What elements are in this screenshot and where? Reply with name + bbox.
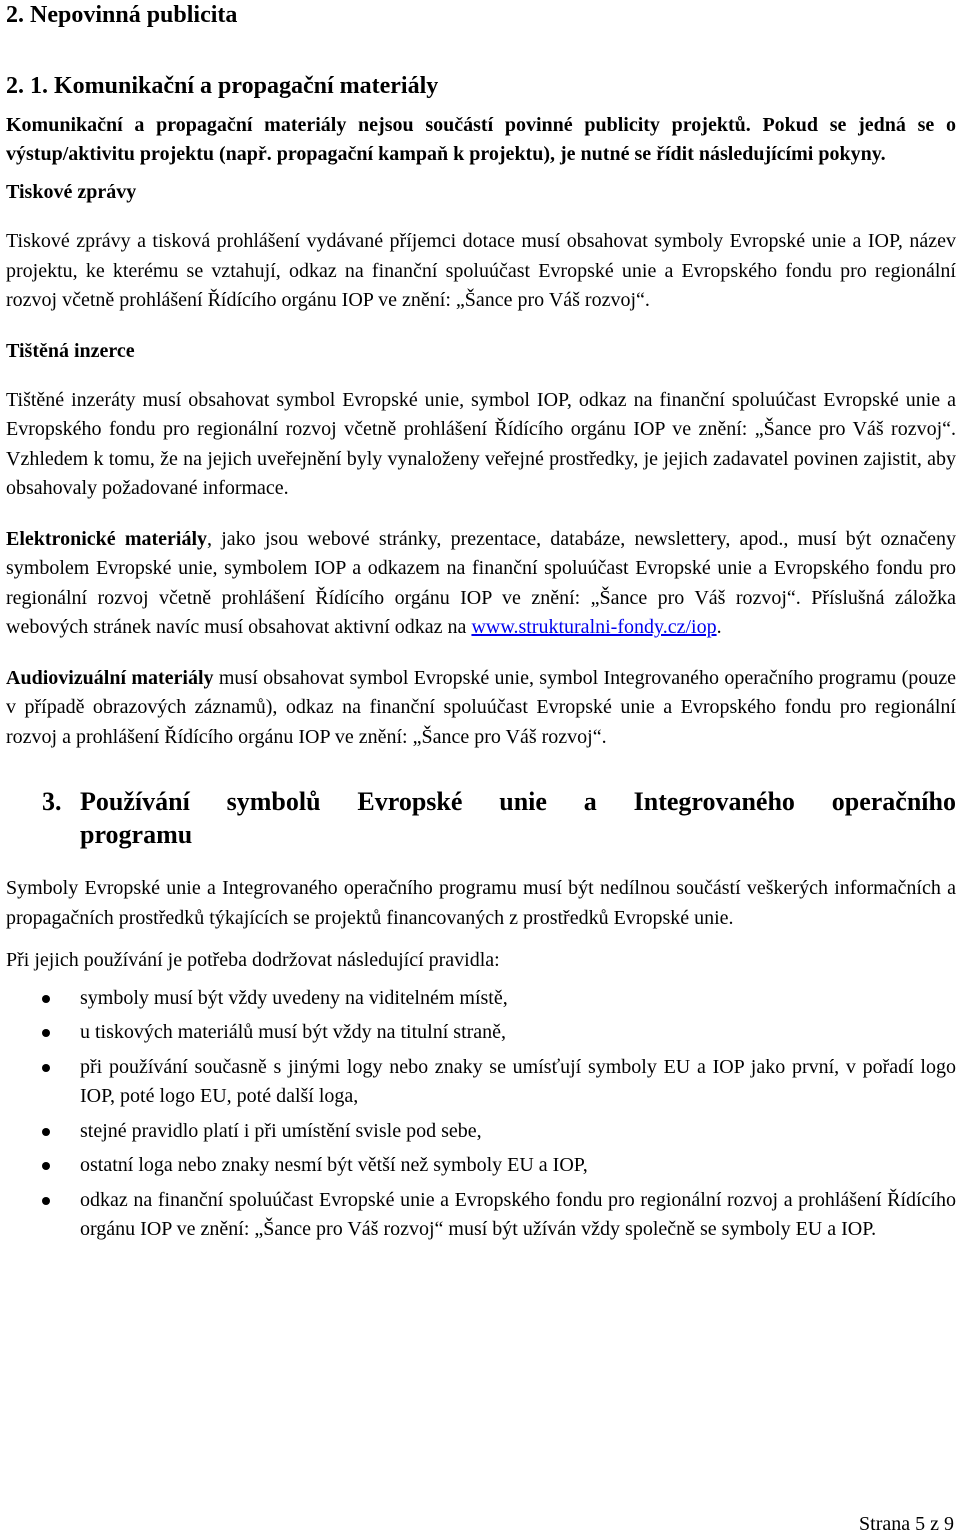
list-item — [6, 984, 956, 1014]
electronic-materials-end: . — [716, 616, 722, 638]
audiovisual-materials-paragraph — [6, 664, 956, 753]
section-3-title-line-1: Používání symbolů Evropské unie a Integrovaného operačního — [80, 787, 956, 816]
section-3-paragraph: Symboly Evropské unie a Integrovaného operačního programu musí být nedílnou součástí veškerých informačních a propagačních prostředků týkajících se projektů financovaných z prostředků Evropské unie. — [6, 877, 956, 929]
list-item — [6, 1018, 956, 1048]
audiovisual-materials-text: musí obsahovat symbol Evropské unie, symbol Integrovaného operačního programu (pouze v případě obrazových záznamů), odkaz na finanční spoluúčast Evropské unie a Evropského fondu pro regionální rozvoj a prohlášení Řídícího orgánu IOP ve znění: „Šance pro Váš rozvoj“. — [6, 666, 956, 748]
bullet-icon — [42, 1064, 50, 1072]
intro-paragraph: Komunikační a propagační materiály nejsou součástí povinné publicity projektů. Pokud se jedná se o výstup/aktivitu projektu (např. propagační kampaň k projektu), je nutné se řídit následujícími pokyny. — [6, 114, 956, 165]
bullet-icon — [42, 1197, 50, 1205]
bullet-icon — [42, 1128, 50, 1136]
bullet-icon — [42, 1029, 50, 1037]
section-3-title — [80, 785, 956, 851]
rule-text: symboly musí být vždy uvedeny na viditelném místě, — [80, 986, 508, 1009]
bullet-icon — [42, 1162, 50, 1170]
section-2-heading: 2. Nepovinná publicita — [6, 2, 238, 28]
rules-intro: Při jejich používání je potřeba dodržovat následující pravidla: — [6, 949, 500, 971]
electronic-materials-paragraph — [6, 525, 956, 643]
press-releases-paragraph: Tiskové zprávy a tisková prohlášení vydávané příjemci dotace musí obsahovat symboly Evropské unie a IOP, název projektu, ke kterému se vztahují, odkaz na finanční spoluúčast Evropské unie a Evropského fondu pro regionální rozvoj včetně prohlášení Řídícího orgánu IOP ve znění: „Šance pro Váš rozvoj“. — [6, 230, 956, 311]
structural-funds-link[interactable]: www.strukturalni-fondy.cz/iop — [471, 616, 717, 638]
section-3-heading — [6, 785, 956, 851]
rule-text: u tiskových materiálů musí být vždy na titulní straně, — [80, 1021, 507, 1043]
rule-text: stejné pravidlo platí i při umístění svisle pod sebe, — [80, 1119, 482, 1142]
rule-text: odkaz na finanční spoluúčast Evropské unie a Evropského fondu pro regionální rozvoj a prohlášení Řídícího orgánu IOP ve znění: „Šance pro Váš rozvoj“ musí být užíván vždy společně se symboly EU a IOP. — [80, 1188, 956, 1240]
list-item — [6, 1117, 956, 1147]
rule-text: ostatní loga nebo znaky nesmí být větší než symboly EU a IOP, — [80, 1154, 588, 1176]
electronic-materials-lead: Elektronické materiály — [6, 527, 208, 550]
section-3-number: 3. — [42, 787, 62, 816]
list-item — [6, 1151, 956, 1181]
rule-text: při používání současně s jinými logy nebo znaky se umísťují symboly EU a IOP jako první, v pořadí logo IOP, poté logo EU, poté další loga, — [80, 1055, 956, 1107]
document-page — [6, 0, 956, 1250]
section-3-title-line-2: programu — [80, 820, 193, 849]
print-advertising-heading: Tištěná inzerce — [6, 339, 135, 362]
audiovisual-materials-lead: Audiovizuální materiály — [6, 666, 214, 689]
subsection-2-1-heading: 2. 1. Komunikační a propagační materiály — [6, 73, 439, 99]
press-releases-heading: Tiskové zprávy — [6, 181, 137, 203]
page-number: Strana 5 z 9 — [859, 1513, 954, 1535]
electronic-materials-text: , jako jsou webové stránky, prezentace, databáze, newslettery, apod., musí být označeny symbolem Evropské unie, symbolem IOP a odkazem na finanční spoluúčast Evropské unie a Evropského fondu pro regionální rozvoj včetně prohlášení Řídícího orgánu IOP ve znění: „Šance pro Váš rozvoj“. Příslušná záložka webových stránek navíc musí obsahovat aktivní odkaz na — [6, 527, 956, 638]
bullet-icon — [42, 995, 50, 1003]
list-item — [6, 1053, 956, 1112]
list-item — [6, 1186, 956, 1245]
rules-list — [6, 984, 956, 1245]
print-advertising-paragraph: Tištěné inzeráty musí obsahovat symbol Evropské unie, symbol IOP, odkaz na finanční spoluúčast Evropské unie a Evropského fondu pro regionální rozvoj včetně prohlášení Řídícího orgánu IOP ve znění: „Šance pro Váš rozvoj“. Vzhledem k tomu, že na jejich uveřejnění byly vynaloženy veřejné prostředky, je jejich zadavatel povinen zajistit, aby obsahovaly požadované informace. — [6, 388, 956, 499]
